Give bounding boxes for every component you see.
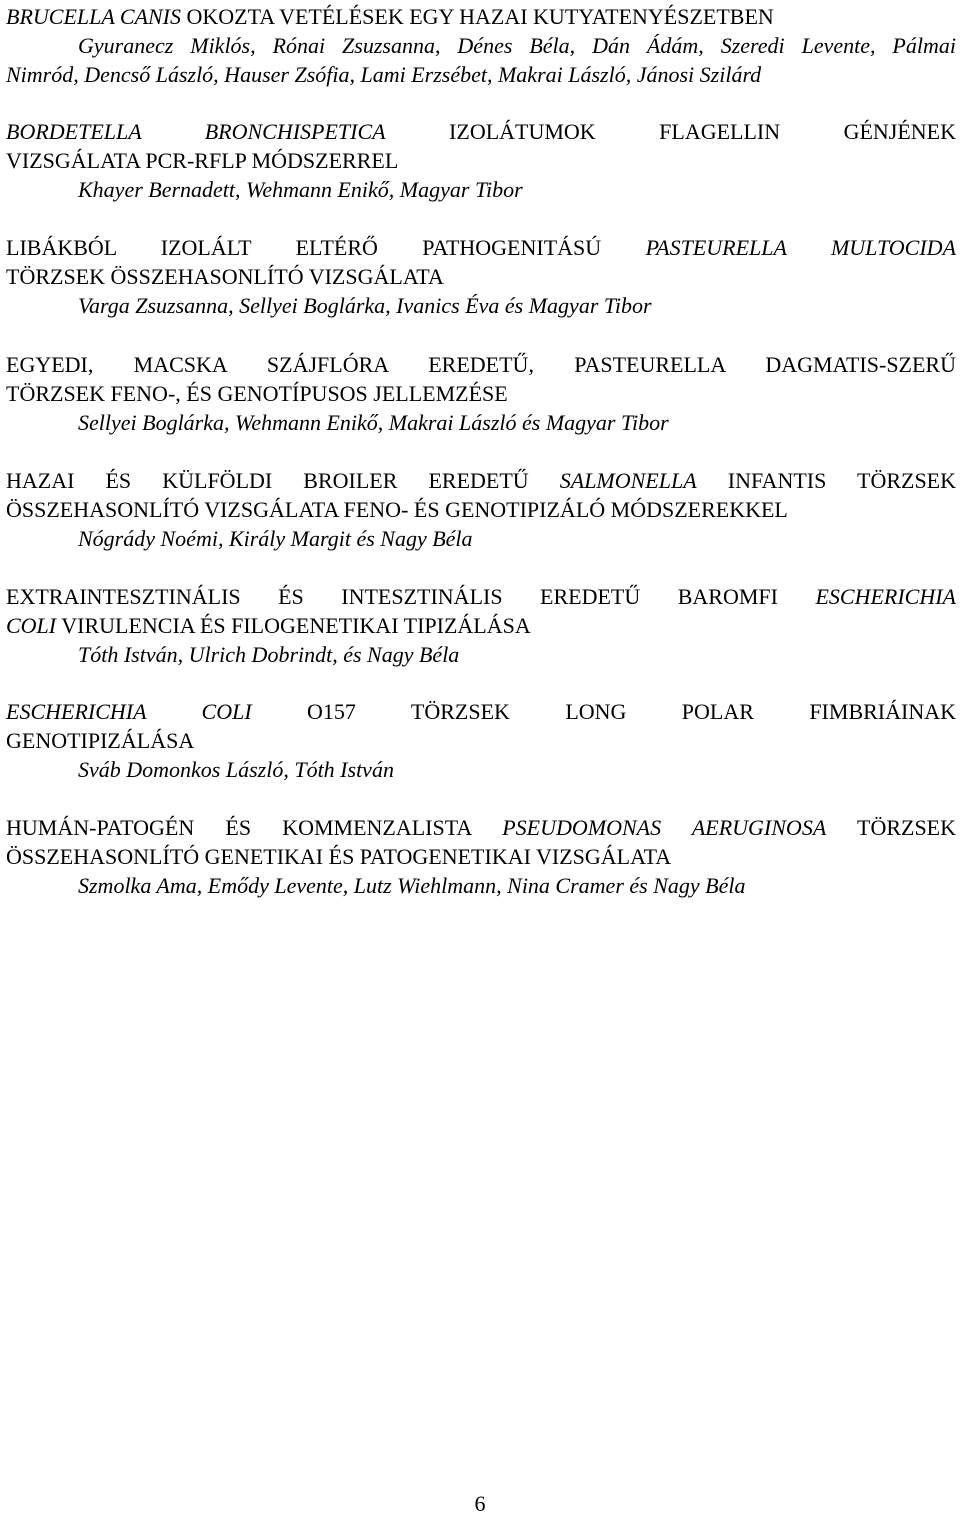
- entry-authors: Szmolka Ama, Emődy Levente, Lutz Wiehlmann, Nina Cramer és Nagy Béla: [78, 873, 746, 898]
- entry-authors: Nógrády Noémi, Király Margit és Nagy Béla: [78, 526, 473, 551]
- entry-title: [6, 582, 956, 640]
- title-segment: GENOTIPIZÁLÁSA: [6, 728, 195, 753]
- title-line: [6, 842, 956, 871]
- abstract-entry: [6, 350, 956, 437]
- title-segment: IZOLÁTUMOK FLAGELLIN GÉNJÉNEK: [385, 119, 956, 144]
- abstract-entry: [6, 813, 956, 900]
- title-italic-segment: COLI: [6, 613, 57, 638]
- title-italic-segment: PSEUDOMONAS AERUGINOSA: [502, 815, 827, 840]
- abstract-entry: [6, 233, 956, 320]
- title-segment: ÖSSZEHASONLÍTÓ GENETIKAI ÉS PATOGENETIKAI VIZSGÁLATA: [6, 844, 672, 869]
- title-segment: OKOZTA VETÉLÉSEK EGY HAZAI KUTYATENYÉSZETBEN: [181, 4, 774, 29]
- title-italic-segment: PASTEURELLA MULTOCIDA: [645, 235, 957, 260]
- page-number: 6: [474, 1491, 486, 1516]
- title-segment: LIBÁKBÓL IZOLÁLT ELTÉRŐ PATHOGENITÁSÚ: [6, 235, 646, 260]
- title-line: [6, 582, 956, 611]
- abstract-entry: [6, 2, 956, 89]
- entry-title: [6, 350, 956, 408]
- title-line: [6, 495, 956, 524]
- title-segment: TÖRZSEK FENO-, ÉS GENOTÍPUSOS JELLEMZÉSE: [6, 381, 508, 406]
- entry-title: [6, 466, 956, 524]
- title-segment: INFANTIS TÖRZSEK: [696, 468, 957, 493]
- title-segment: TÖRZSEK: [826, 815, 957, 840]
- title-segment: ÖSSZEHASONLÍTÓ VIZSGÁLATA FENO- ÉS GENOTIPIZÁLÓ MÓDSZEREKKEL: [6, 497, 788, 522]
- title-line: [6, 117, 956, 146]
- title-line: [6, 611, 956, 640]
- title-italic-segment: BORDETELLA BRONCHISPETICA: [6, 119, 386, 144]
- entry-title: [6, 813, 956, 871]
- title-line: [6, 350, 956, 379]
- title-segment: O157 TÖRZSEK LONG POLAR FIMBRIÁINAK: [251, 699, 956, 724]
- entry-title: [6, 117, 956, 175]
- title-line: [6, 379, 956, 408]
- entry-authors: Sellyei Boglárka, Wehmann Enikő, Makrai László és Magyar Tibor: [78, 410, 669, 435]
- title-line: [6, 233, 956, 262]
- title-italic-segment: SALMONELLA: [559, 468, 697, 493]
- entry-authors: Tóth István, Ulrich Dobrindt, és Nagy Béla: [78, 642, 460, 667]
- title-segment: HUMÁN-PATOGÉN ÉS KOMMENZALISTA: [6, 815, 503, 840]
- abstract-entry: [6, 697, 956, 784]
- entry-title: [6, 2, 956, 31]
- title-segment: VIZSGÁLATA PCR-RFLP MÓDSZERREL: [6, 148, 399, 173]
- entry-authors: Varga Zsuzsanna, Sellyei Boglárka, Ivanics Éva és Magyar Tibor: [78, 293, 652, 318]
- title-italic-segment: ESCHERICHIA COLI: [6, 699, 252, 724]
- title-italic-segment: BRUCELLA CANIS: [6, 4, 182, 29]
- title-line: [6, 697, 956, 726]
- entry-authors: Gyuranecz Miklós, Rónai Zsuzsanna, Dénes Béla, Dán Ádám, Szeredi Levente, Pálmai: [78, 33, 956, 58]
- title-segment: VIRULENCIA ÉS FILOGENETIKAI TIPIZÁLÁSA: [56, 613, 531, 638]
- title-segment: EGYEDI, MACSKA SZÁJFLÓRA EREDETŰ, PASTEURELLA DAGMATIS-SZERŰ: [6, 352, 956, 377]
- title-segment: TÖRZSEK ÖSSZEHASONLÍTÓ VIZSGÁLATA: [6, 264, 444, 289]
- title-line: [6, 146, 956, 175]
- entry-authors: Nimród, Dencső László, Hauser Zsófia, Lami Erzsébet, Makrai László, Jánosi Szilárd: [6, 62, 762, 87]
- title-line: [6, 466, 956, 495]
- title-segment: EXTRAINTESZTINÁLIS ÉS INTESZTINÁLIS EREDETŰ BAROMFI: [6, 584, 816, 609]
- abstract-entry: [6, 466, 956, 553]
- title-line: [6, 726, 956, 755]
- abstract-entry: [6, 582, 956, 669]
- title-line: [6, 2, 956, 31]
- entry-title: [6, 697, 956, 755]
- entry-authors: Sváb Domonkos László, Tóth István: [78, 757, 394, 782]
- title-line: [6, 813, 956, 842]
- entry-authors: Khayer Bernadett, Wehmann Enikő, Magyar Tibor: [78, 177, 523, 202]
- title-italic-segment: ESCHERICHIA: [815, 584, 956, 609]
- title-segment: HAZAI ÉS KÜLFÖLDI BROILER EREDETŰ: [6, 468, 560, 493]
- entry-title: [6, 233, 956, 291]
- title-line: [6, 262, 956, 291]
- abstract-entry: [6, 117, 956, 204]
